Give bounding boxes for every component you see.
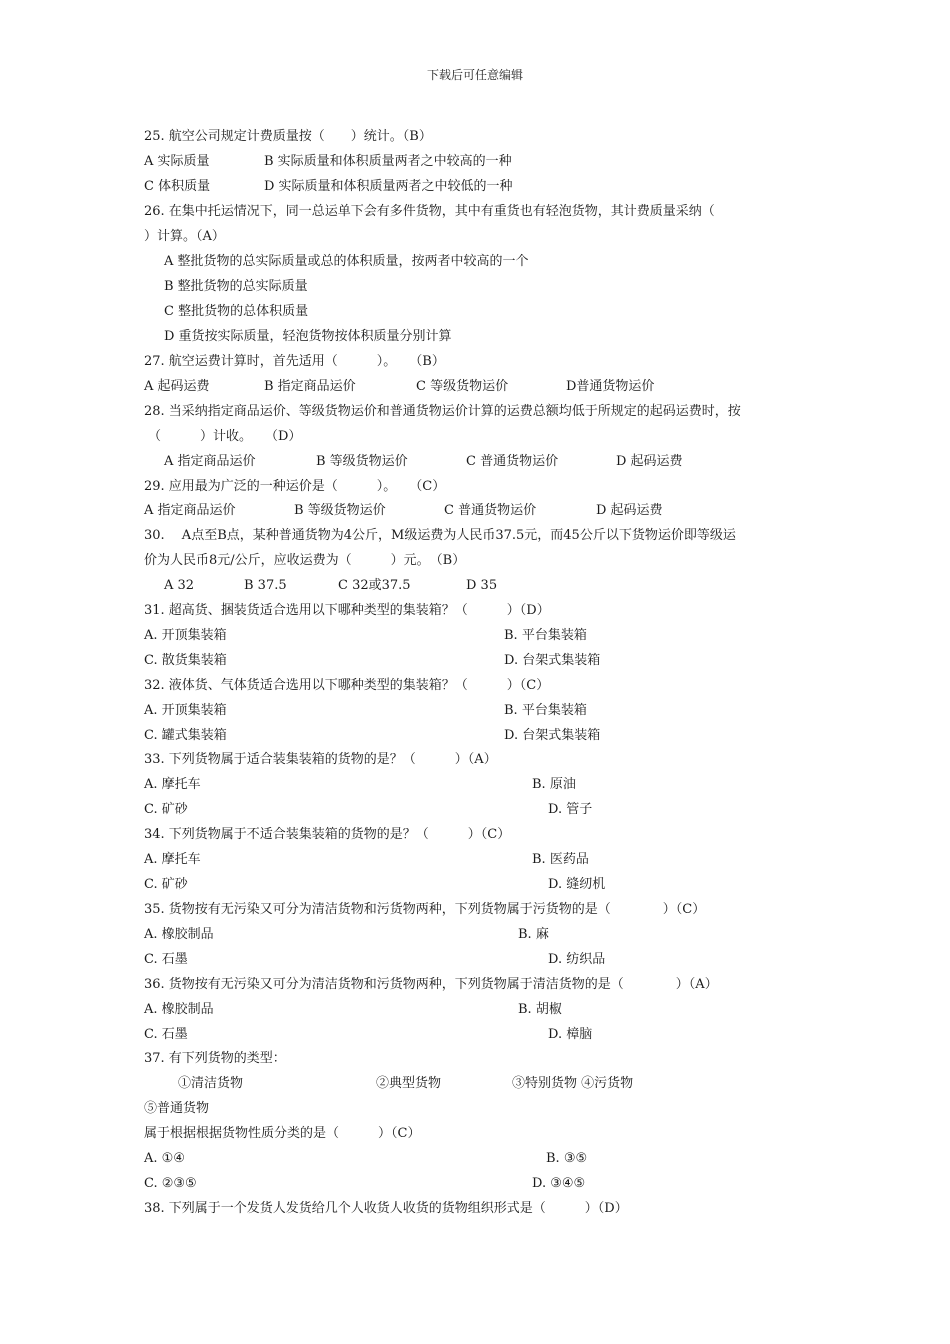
page-header: 下载后可任意编辑 <box>426 68 523 82</box>
text-line: 36. 货物按有无污染又可分为清洁货物和污货物两种，下列货物属于清洁货物的是（ ）（A） <box>144 977 718 992</box>
text-line: ③特别货物 ④污货物 <box>512 1076 634 1091</box>
text-line: ②典型货物 <box>376 1076 442 1091</box>
text-line: B 整批货物的总实际质量 <box>164 279 308 294</box>
text-line: B. 平台集装箱 <box>504 628 587 643</box>
text-line: D. 管子 <box>548 802 593 817</box>
text-line: A 指定商品运价 <box>144 503 236 518</box>
text-line: 28. 当采纳指定商品运价、等级货物运价和普通货物运价计算的运费总额均低于所规定的起码运费时，按 <box>144 404 741 419</box>
text-line: 属于根据根据货物性质分类的是（ ）（C） <box>144 1126 421 1141</box>
text-line: B 等级货物运价 <box>294 503 386 518</box>
text-line: D 实际质量和体积质量两者之中较低的一种 <box>264 179 513 194</box>
text-line: A. 摩托车 <box>144 777 201 792</box>
text-line: B 实际质量和体积质量两者之中较高的一种 <box>264 154 512 169</box>
text-line: D. 台架式集装箱 <box>504 728 601 743</box>
text-line: C 普通货物运价 <box>444 503 537 518</box>
text-line: D 35 <box>466 578 498 593</box>
text-line: A. 开顶集装箱 <box>144 628 227 643</box>
text-line: C. 矿砂 <box>144 802 188 817</box>
text-line: B 等级货物运价 <box>316 454 408 469</box>
text-line: D 起码运费 <box>596 503 663 518</box>
text-line: C. ②③⑤ <box>144 1176 197 1191</box>
text-line: D. 樟脑 <box>548 1027 593 1042</box>
text-line: 25. 航空公司规定计费质量按（ ）统计。（B） <box>144 129 432 144</box>
text-line: 30. A点至B点，某种普通货物为4公斤，M级运费为人民币37.5元，而45公斤以下货物运价即等级运 <box>144 528 736 543</box>
text-line: C 普通货物运价 <box>466 454 559 469</box>
text-line: （ ）计收。 （D） <box>148 429 302 444</box>
text-line: 31. 超高货、捆装货适合选用以下哪种类型的集装箱？（ ）（D） <box>144 603 550 618</box>
text-line: A 整批货物的总实际质量或总的体积质量，按两者中较高的一个 <box>164 254 529 269</box>
text-line: C. 散货集装箱 <box>144 653 227 668</box>
text-line: B. 胡椒 <box>518 1002 562 1017</box>
text-line: 37. 有下列货物的类型： <box>144 1051 286 1066</box>
text-line: C 体积质量 <box>144 179 211 194</box>
text-line: 34. 下列货物属于不适合装集装箱的货物的是？（ ）（C） <box>144 827 511 842</box>
text-line: C. 石墨 <box>144 1027 188 1042</box>
text-line: A. ①④ <box>144 1151 185 1166</box>
text-line: ①清洁货物 <box>178 1076 244 1091</box>
text-line: A. 橡胶制品 <box>144 927 214 942</box>
text-line: C 等级货物运价 <box>416 379 509 394</box>
text-line: ）计算。（A） <box>144 229 225 244</box>
text-line: A 起码运费 <box>144 379 210 394</box>
text-line: A. 橡胶制品 <box>144 1002 214 1017</box>
text-line: C 整批货物的总体积质量 <box>164 304 309 319</box>
text-line: 27. 航空运费计算时，首先适用（ ）。 （B） <box>144 354 445 369</box>
text-line: C. 矿砂 <box>144 877 188 892</box>
text-line: 29. 应用最为广泛的一种运价是（ ）。 （C） <box>144 479 446 494</box>
text-line: B. 麻 <box>518 927 549 942</box>
text-line: A 指定商品运价 <box>164 454 256 469</box>
text-line: B. 医药品 <box>532 852 589 867</box>
text-line: 32. 液体货、气体货适合选用以下哪种类型的集装箱？（ ）（C） <box>144 678 550 693</box>
text-line: B. 平台集装箱 <box>504 703 587 718</box>
text-line: C 32或37.5 <box>338 578 411 593</box>
text-line: D. ③④⑤ <box>532 1176 586 1191</box>
text-line: D. 纺织品 <box>548 952 606 967</box>
text-line: 26. 在集中托运情况下，同一总运单下会有多件货物，其中有重货也有轻泡货物，其计费质量采纳（ <box>144 204 715 219</box>
text-line: 38. 下列属于一个发货人发货给几个人收货人收货的货物组织形式是（ ）（D） <box>144 1201 628 1216</box>
text-line: C. 石墨 <box>144 952 188 967</box>
text-line: B 指定商品运价 <box>264 379 356 394</box>
text-line: B. 原油 <box>532 777 576 792</box>
text-line: A 实际质量 <box>144 154 210 169</box>
text-line: 35. 货物按有无污染又可分为清洁货物和污货物两种，下列货物属于污货物的是（ ）（C） <box>144 902 706 917</box>
text-line: D普通货物运价 <box>566 379 655 394</box>
text-line: C. 罐式集装箱 <box>144 728 227 743</box>
text-line: A 32 <box>164 578 195 593</box>
text-line: ⑤普通货物 <box>144 1101 210 1116</box>
text-line: D 重货按实际质量，轻泡货物按体积质量分别计算 <box>164 329 452 344</box>
text-line: B. ③⑤ <box>546 1151 588 1166</box>
text-line: 33. 下列货物属于适合装集装箱的货物的是？（ ）（A） <box>144 752 497 767</box>
text-line: 价为人民币8元/公斤，应收运费为（ ）元。 （B） <box>144 553 466 568</box>
text-line: D. 缝纫机 <box>548 877 606 892</box>
text-line: A. 开顶集装箱 <box>144 703 227 718</box>
text-line: A. 摩托车 <box>144 852 201 867</box>
text-line: D 起码运费 <box>616 454 683 469</box>
text-line: B 37.5 <box>244 578 287 593</box>
text-line: D. 台架式集装箱 <box>504 653 601 668</box>
